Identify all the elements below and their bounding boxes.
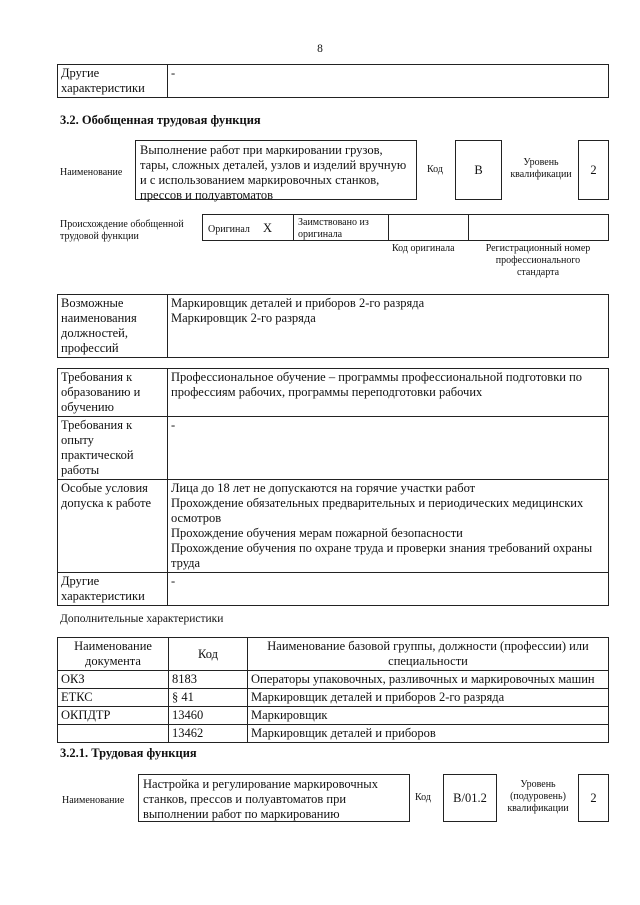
requirement-value: Профессиональное обучение – программы профессиональной подготовки по профессиям рабочих, программы переподготовки рабочих [168, 369, 609, 417]
requirement-row [58, 480, 609, 573]
labor-function-name: Настройка и регулирование маркировочных станков, прессов и полуавтоматов при выполнении работ по маркированию [143, 777, 378, 821]
table-header-row [58, 638, 609, 671]
origin-code-caption: Код оригинала [392, 243, 455, 254]
qualification-level-value: 2 [578, 140, 609, 200]
borrowed-label: Заимствовано из оригинала [298, 217, 369, 240]
qualification-level-label: Уровень квалификации [510, 157, 572, 180]
table-row [58, 689, 609, 707]
origin-divider-1 [293, 215, 294, 240]
table-cell: Маркировщик деталей и приборов [248, 725, 609, 743]
requirement-row [58, 369, 609, 417]
labor-function-name-box [138, 774, 410, 822]
original-label: Оригинал [208, 224, 250, 235]
function-name-label: Наименование [62, 795, 125, 806]
origin-divider-2 [388, 215, 389, 240]
requirement-value: Лица до 18 лет не допускаются на горячие участки работ Прохождение обязательных предварительных и периодических медицинских осмотров Прохождение обучения мерам пожарной безопасности Прохождение обучения по охране труда и проверки знания требований охраны труда [168, 480, 609, 573]
origin-divider-3 [468, 215, 469, 240]
table-row [58, 707, 609, 725]
requirement-label: Требования к образованию и обучению [58, 369, 168, 417]
origin-table [202, 214, 609, 241]
page-number: 8 [317, 43, 323, 55]
table-cell: ОКЗ [58, 671, 169, 689]
positions-table [57, 294, 609, 358]
requirement-label: Особые условия допуска к работе [58, 480, 168, 573]
section-heading-3-2: 3.2. Обобщенная трудовая функция [60, 113, 261, 127]
requirement-row [58, 573, 609, 606]
function-code-label: Код [415, 792, 431, 803]
table-cell: 8183 [169, 671, 248, 689]
function-level-value: 2 [578, 774, 609, 822]
requirement-label: Требования к опыту практической работы [58, 417, 168, 480]
section-heading-3-2-1: 3.2.1. Трудовая функция [60, 746, 197, 760]
additional-characteristics-title: Дополнительные характеристики [60, 613, 224, 625]
positions-value: Маркировщик деталей и приборов 2-го разряда Маркировщик 2-го разряда [168, 295, 609, 358]
origin-label: Происхождение обобщенной трудовой функции [60, 219, 184, 242]
table-cell: 13460 [169, 707, 248, 725]
table-cell: § 41 [169, 689, 248, 707]
table-row [58, 725, 609, 743]
table-cell: Маркировщик [248, 707, 609, 725]
other-characteristics-label: Другие характеристики [58, 65, 168, 98]
column-header: Наименование документа [58, 638, 169, 671]
table-cell: 13462 [169, 725, 248, 743]
generalized-function-name: Выполнение работ при маркировании грузов, тары, сложных деталей, узлов и изделий вручную и с использованием маркировочных станков, прессов и полуавтоматов [140, 143, 407, 202]
generalized-function-name-box [135, 140, 417, 200]
positions-label: Возможные наименования должностей, профессий [58, 295, 168, 358]
table-cell: Маркировщик деталей и приборов 2-го разряда [248, 689, 609, 707]
requirement-value: - [168, 417, 609, 480]
registration-number-caption: Регистрационный номер профессионального стандарта [485, 243, 591, 278]
column-header: Код [169, 638, 248, 671]
column-header: Наименование базовой группы, должности (профессии) или специальности [248, 638, 609, 671]
function-level-label: Уровень (подуровень) квалификации [507, 779, 569, 814]
code-value: В [455, 140, 502, 200]
table-cell: ОКПДТР [58, 707, 169, 725]
table-cell: ЕТКС [58, 689, 169, 707]
code-label: Код [427, 164, 443, 175]
requirement-value: - [168, 573, 609, 606]
function-code-value: В/01.2 [443, 774, 497, 822]
requirement-label: Другие характеристики [58, 573, 168, 606]
name-label: Наименование [60, 167, 123, 178]
table-cell: Операторы упаковочных, разливочных и маркировочных машин [248, 671, 609, 689]
additional-characteristics-table [57, 637, 609, 743]
original-mark: X [263, 221, 273, 235]
table-cell [58, 725, 169, 743]
table-row [58, 671, 609, 689]
other-characteristics-table [57, 64, 609, 98]
other-characteristics-value: - [168, 65, 609, 98]
requirements-table [57, 368, 609, 606]
requirement-row [58, 417, 609, 480]
